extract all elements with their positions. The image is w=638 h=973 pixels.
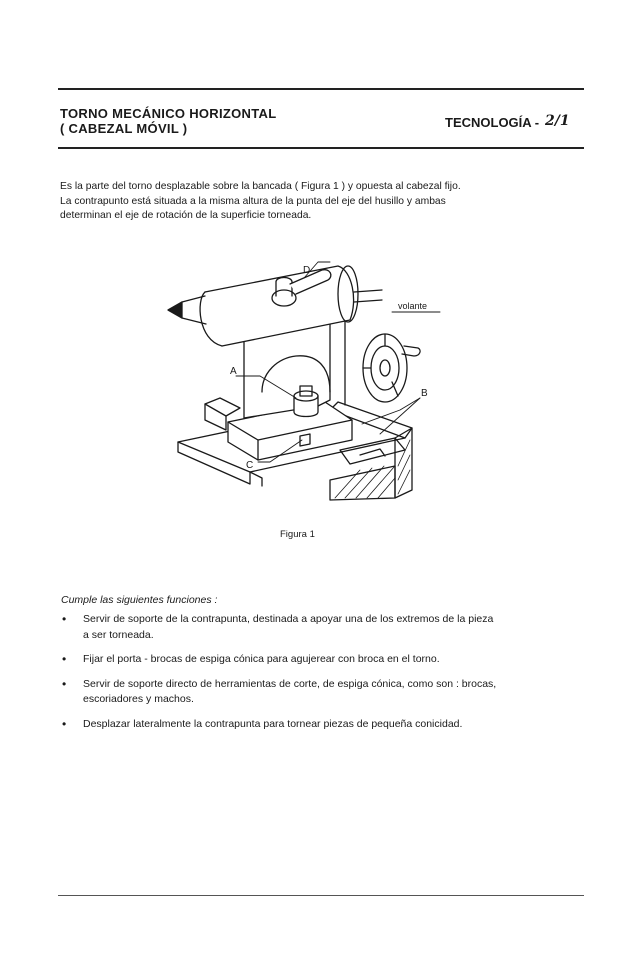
page-number: 2/1 — [545, 113, 570, 129]
bullet-icon: • — [62, 716, 67, 731]
list-item — [60, 677, 560, 708]
list-item — [60, 652, 560, 668]
label-volante: volante — [398, 301, 428, 311]
bullet-icon: • — [62, 612, 67, 626]
label-b: B — [421, 388, 428, 399]
label-d: D — [303, 265, 311, 276]
intro-line: La contrapunto está situada a la misma altura de la punta del eje del husillo y ambas — [60, 195, 446, 207]
list-item — [60, 612, 560, 643]
list-item-line: escoriadores y machos. — [83, 693, 194, 705]
list-item-line: Desplazar lateralmente la contrapunta para tornear piezas de pequeña conicidad. — [83, 717, 463, 730]
list-item-line: Servir de soporte de la contrapunta, destinada a apoyar una de los extremos de la pieza — [83, 613, 494, 625]
list-item-line: a ser torneada. — [83, 628, 154, 641]
list-item-line: Servir de soporte directo de herramientas de corte, de espiga cónica, como son : brocas, — [83, 677, 497, 690]
page-title: TORNO MECÁNICO HORIZONTAL — [60, 106, 277, 121]
page-subtitle: ( CABEZAL MÓVIL ) — [60, 121, 188, 136]
intro-line: determinan el eje de rotación de la superficie torneada. — [60, 210, 312, 222]
bullet-icon: • — [62, 676, 67, 691]
functions-list — [60, 612, 560, 741]
list-item — [60, 717, 560, 733]
bullet-icon: • — [62, 652, 67, 666]
list-item-line: Fijar el porta - brocas de espiga cónica para agujerear con broca en el torno. — [83, 653, 440, 665]
figure-caption: Figura 1 — [280, 529, 315, 540]
intro-line: Es la parte del torno desplazable sobre la bancada ( Figura 1 ) y opuesta al cabezal fijo. — [60, 181, 461, 192]
section-label: TECNOLOGÍA - — [445, 115, 540, 130]
functions-lead: Cumple las siguientes funciones : — [61, 594, 218, 606]
label-a: A — [230, 366, 237, 377]
label-c: C — [246, 460, 254, 471]
